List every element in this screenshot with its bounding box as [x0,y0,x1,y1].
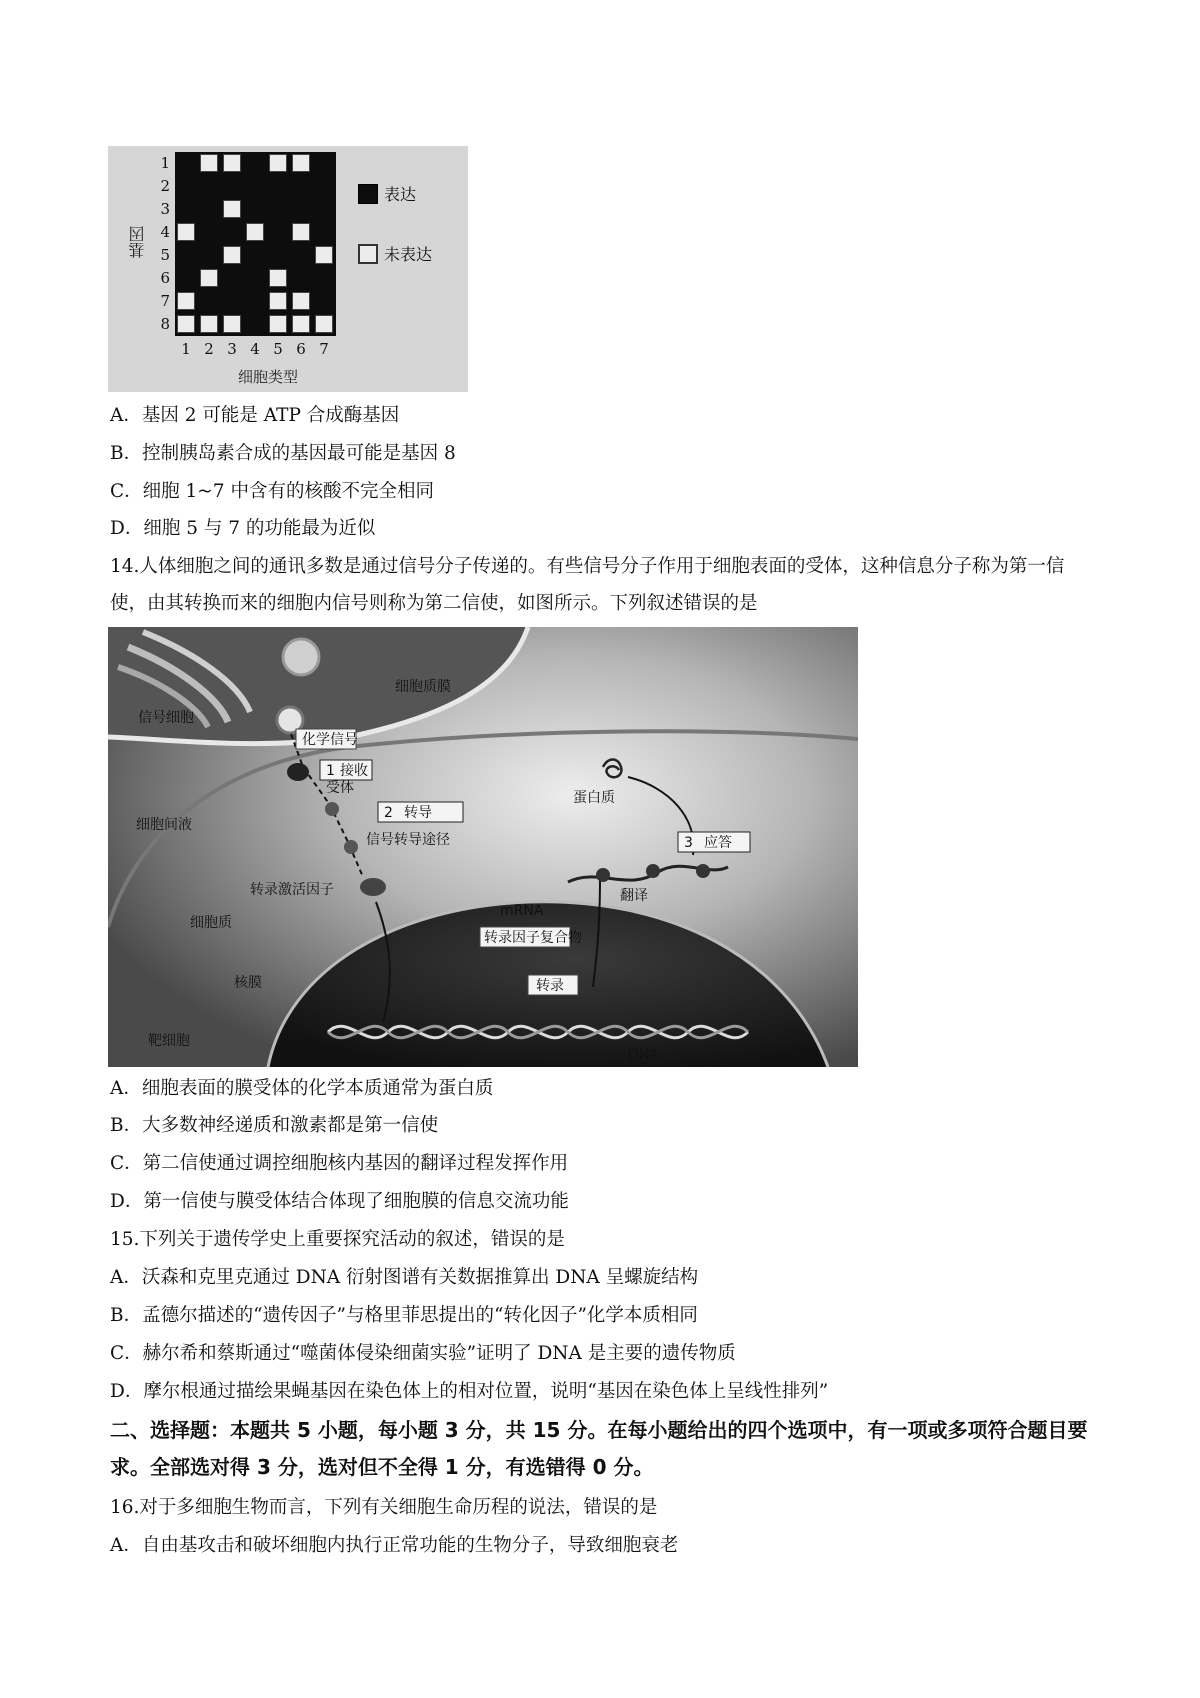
label-protein: 蛋白质 [573,790,615,806]
cell-expressed [177,177,195,195]
cell-expressed [292,269,310,287]
cell-expressed [246,246,264,264]
column-label: 1 [181,340,191,358]
cell-expressed [269,177,287,195]
row-label: 3 [160,200,170,218]
cell-not-expressed [200,269,218,287]
q13-option-c: C．细胞 1~7 中含有的核酸不完全相同 [110,481,434,502]
cell-not-expressed [200,315,218,333]
row-label: 7 [160,292,170,310]
cell-expressed [223,269,241,287]
q14-option-b: B．大多数神经递质和激素都是第一信使 [110,1115,439,1136]
gene-expression-figure [108,146,468,392]
ribosome [596,868,610,882]
q16-stem: 16.对于多细胞生物而言，下列有关细胞生命历程的说法，错误的是 [110,1497,658,1518]
q16-option-a: A．自由基攻击和破坏细胞内执行正常功能的生物分子，导致细胞衰老 [110,1535,679,1556]
q15-stem: 15.下列关于遗传学史上重要探究活动的叙述，错误的是 [110,1229,565,1250]
q15-option-d: D．摩尔根通过描绘果蝇基因在染色体上的相对位置，说明“基因在染色体上呈线性排列” [110,1381,829,1402]
cell-not-expressed [315,246,333,264]
legend-label-not-expressed: 未表达 [384,245,433,264]
cell-expressed [269,200,287,218]
cell-not-expressed [315,315,333,333]
q14-stem: 14.人体细胞之间的通讯多数是通过信号分子传递的。有些信号分子作用于细胞表面的受体，这种信息分子称为第一信使，由其转换而来的细胞内信号则称为第二信使，如图所示。下列叙述错误的是 [110,556,1065,614]
label-interstitial: 细胞间液 [136,817,192,833]
cell-not-expressed [269,315,287,333]
column-label: 3 [227,340,237,358]
ribosome [696,864,710,878]
section2-heading: 二、选择题：本题共 5 小题，每小题 3 分，共 15 分。在每小题给出的四个选项中，有一项或多项符合题目要求。全部选对得 3 分，选对但不全得 1 分，有选错得 0 分。 [110,1418,1088,1479]
row-label: 8 [160,315,170,333]
column-label: 2 [204,340,214,358]
cell-expressed [246,269,264,287]
relay-molecule [325,802,339,816]
legend-swatch-not-expressed [358,244,378,264]
cell-expressed [315,154,333,172]
label-step3: 应答 [704,835,732,851]
cell-signaling-figure [108,627,858,1067]
cell-expressed [223,292,241,310]
cell-not-expressed [223,246,241,264]
q15-option-c: C．赫尔希和蔡斯通过“噬菌体侵染细菌实验”证明了 DNA 是主要的遗传物质 [110,1343,736,1364]
row-label: 1 [160,154,170,172]
cell-expressed [246,177,264,195]
cell-expressed [246,292,264,310]
cell-expressed [292,246,310,264]
label-step2: 转导 [404,805,432,821]
q13-option-a: A．基因 2 可能是 ATP 合成酶基因 [110,405,400,426]
label-target-cell: 靶细胞 [148,1033,190,1049]
cell-expressed [200,246,218,264]
label-translation: 翻译 [620,888,648,904]
cell-not-expressed [177,315,195,333]
label-cytoplasm: 细胞质 [190,915,232,931]
cell-not-expressed [292,223,310,241]
column-label: 7 [319,340,329,358]
cell-not-expressed [292,292,310,310]
cell-expressed [246,154,264,172]
vesicle [283,639,319,675]
label-pathway: 信号转导途径 [366,832,450,848]
cell-expressed [315,292,333,310]
column-label: 5 [273,340,283,358]
label-mrna: mRNA [500,903,544,919]
cell-not-expressed [269,154,287,172]
legend-label-expressed: 表达 [384,185,417,204]
q14-option-c: C．第二信使通过调控细胞核内基因的翻译过程发挥作用 [110,1153,569,1174]
cell-expressed [200,200,218,218]
cell-not-expressed [292,154,310,172]
label-dna: DNA [628,1047,659,1063]
label-tf-complex: 转录因子复合物 [484,930,582,946]
label-step1-num: 1 [326,763,335,779]
cell-expressed [223,177,241,195]
cell-not-expressed [269,292,287,310]
legend-swatch-expressed [358,184,378,204]
cell-expressed [315,200,333,218]
cell-expressed [315,223,333,241]
receptor-shape [287,763,309,781]
cell-expressed [177,269,195,287]
cell-expressed [177,200,195,218]
ribosome [646,864,660,878]
cell-expressed [200,223,218,241]
label-step2-num: 2 [384,805,393,821]
y-axis-label: 基因 [128,226,147,258]
cell-expressed [200,292,218,310]
x-axis-label: 细胞类型 [238,368,299,386]
row-label: 2 [160,177,170,195]
cell-expressed [292,200,310,218]
row-label: 4 [160,223,170,241]
label-signal-cell: 信号细胞 [138,710,194,726]
column-label: 6 [296,340,306,358]
cell-expressed [246,315,264,333]
cell-expressed [315,269,333,287]
cell-not-expressed [223,315,241,333]
cell-expressed [315,177,333,195]
cell-expressed [269,246,287,264]
label-step1: 接收 [340,763,368,779]
cell-signaling-diagram [108,627,858,1067]
cell-expressed [292,177,310,195]
q15-option-a: A．沃森和克里克通过 DNA 衍射图谱有关数据推算出 DNA 呈螺旋结构 [110,1267,699,1288]
cell-not-expressed [223,200,241,218]
relay-molecule [344,840,358,854]
cell-expressed [177,246,195,264]
cell-not-expressed [223,154,241,172]
cell-not-expressed [200,154,218,172]
label-transcription: 转录 [536,978,564,994]
label-chemical-signal: 化学信号 [302,732,358,748]
cell-not-expressed [292,315,310,333]
q13-option-b: B．控制胰岛素合成的基因最可能是基因 8 [110,443,456,464]
cell-not-expressed [246,223,264,241]
cell-not-expressed [177,292,195,310]
label-activator: 转录激活因子 [250,882,334,898]
cell-not-expressed [269,269,287,287]
label-receptor: 受体 [326,780,354,796]
cell-expressed [269,223,287,241]
row-label: 6 [160,269,170,287]
cell-expressed [200,177,218,195]
q13-option-d: D．细胞 5 与 7 的功能最为近似 [110,518,376,539]
column-label: 4 [250,340,260,358]
cell-expressed [223,223,241,241]
q14-option-d: D．第一信使与膜受体结合体现了细胞膜的信息交流功能 [110,1191,569,1212]
label-nuclear-membrane: 核膜 [234,975,262,991]
cell-expressed [246,200,264,218]
q15-option-b: B．孟德尔描述的“遗传因子”与格里菲思提出的“转化因子”化学本质相同 [110,1305,698,1326]
cell-expressed [177,154,195,172]
activator-shape [360,878,386,896]
q14-option-a: A．细胞表面的膜受体的化学本质通常为蛋白质 [110,1078,494,1099]
cell-not-expressed [177,223,195,241]
label-step3-num: 3 [684,835,693,851]
row-label: 5 [160,246,170,264]
label-cell-membrane: 细胞质膜 [395,679,451,695]
